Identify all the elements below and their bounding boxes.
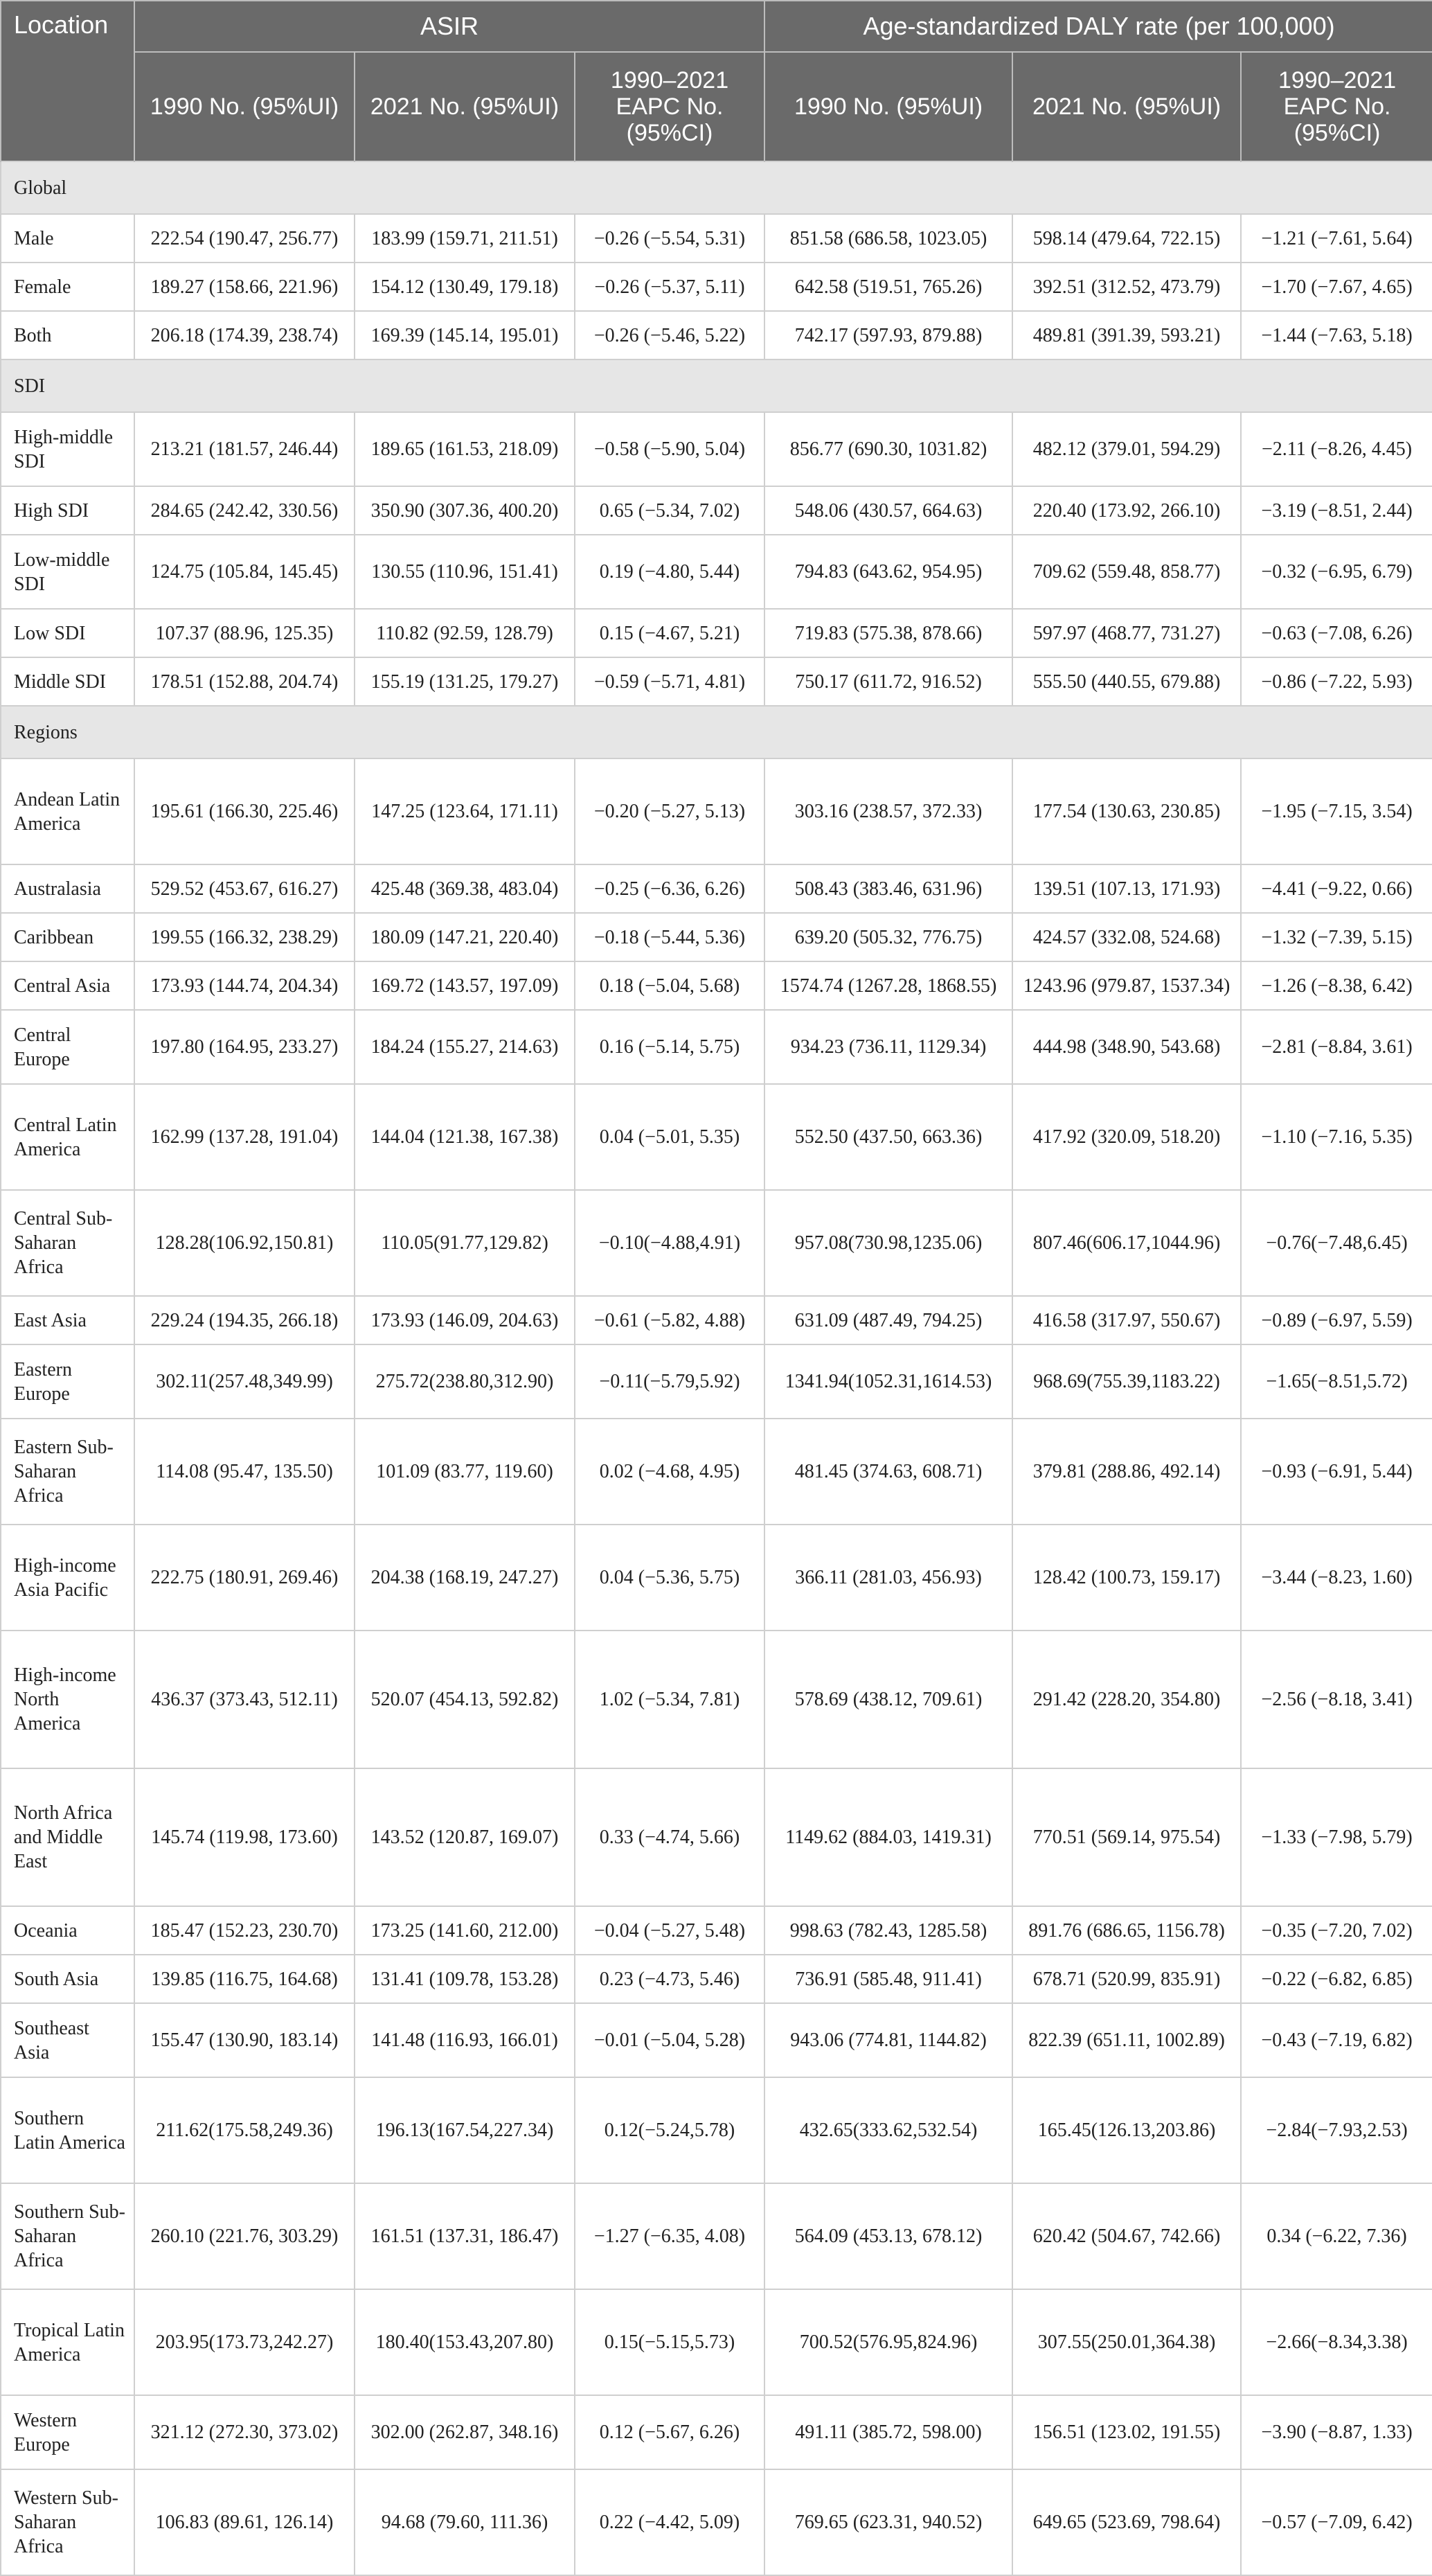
- value-cell: −0.63 (−7.08, 6.26): [1241, 609, 1432, 657]
- table-row: [1, 864, 1432, 913]
- value-cell: −0.26 (−5.37, 5.11): [575, 263, 764, 311]
- value-cell: −0.18 (−5.44, 5.36): [575, 913, 764, 961]
- value-cell: 156.51 (123.02, 191.55): [1012, 2395, 1241, 2469]
- header-asir-2021: 2021 No. (95%UI): [355, 52, 575, 161]
- table-row: [1, 2183, 1432, 2289]
- value-cell: 379.81 (288.86, 492.14): [1012, 1419, 1241, 1525]
- value-cell: 0.16 (−5.14, 5.75): [575, 1010, 764, 1084]
- value-cell: 173.93 (144.74, 204.34): [134, 961, 355, 1010]
- value-cell: 161.51 (137.31, 186.47): [355, 2183, 575, 2289]
- value-cell: 139.51 (107.13, 171.93): [1012, 864, 1241, 913]
- value-cell: 114.08 (95.47, 135.50): [134, 1419, 355, 1525]
- location-cell: High-income North America: [1, 1631, 134, 1768]
- table-row: [1, 609, 1432, 657]
- location-cell: Southern Sub-Saharan Africa: [1, 2183, 134, 2289]
- value-cell: −4.41 (−9.22, 0.66): [1241, 864, 1432, 913]
- value-cell: 141.48 (116.93, 166.01): [355, 2003, 575, 2077]
- value-cell: 564.09 (453.13, 678.12): [764, 2183, 1012, 2289]
- value-cell: 143.52 (120.87, 169.07): [355, 1768, 575, 1906]
- value-cell: −2.84(−7.93,2.53): [1241, 2077, 1432, 2183]
- value-cell: 769.65 (623.31, 940.52): [764, 2469, 1012, 2575]
- value-cell: 444.98 (348.90, 543.68): [1012, 1010, 1241, 1084]
- value-cell: 155.47 (130.90, 183.14): [134, 2003, 355, 2077]
- value-cell: 649.65 (523.69, 798.64): [1012, 2469, 1241, 2575]
- value-cell: 856.77 (690.30, 1031.82): [764, 412, 1012, 486]
- value-cell: 303.16 (238.57, 372.33): [764, 758, 1012, 864]
- value-cell: 145.74 (119.98, 173.60): [134, 1768, 355, 1906]
- value-cell: 128.42 (100.73, 159.17): [1012, 1525, 1241, 1631]
- value-cell: −0.11(−5.79,5.92): [575, 1344, 764, 1419]
- group-label: Global: [1, 161, 1432, 214]
- value-cell: −2.81 (−8.84, 3.61): [1241, 1010, 1432, 1084]
- value-cell: 213.21 (181.57, 246.44): [134, 412, 355, 486]
- value-cell: 220.40 (173.92, 266.10): [1012, 486, 1241, 535]
- value-cell: 275.72(238.80,312.90): [355, 1344, 575, 1419]
- value-cell: 548.06 (430.57, 664.63): [764, 486, 1012, 535]
- value-cell: −1.33 (−7.98, 5.79): [1241, 1768, 1432, 1906]
- table-row: [1, 1296, 1432, 1344]
- value-cell: 199.55 (166.32, 238.29): [134, 913, 355, 961]
- table-row: [1, 1631, 1432, 1768]
- table-row: [1, 214, 1432, 263]
- value-cell: 750.17 (611.72, 916.52): [764, 657, 1012, 706]
- value-cell: 0.19 (−4.80, 5.44): [575, 535, 764, 609]
- value-cell: 130.55 (110.96, 151.41): [355, 535, 575, 609]
- table-row: [1, 311, 1432, 359]
- value-cell: 578.69 (438.12, 709.61): [764, 1631, 1012, 1768]
- value-cell: −0.89 (−6.97, 5.59): [1241, 1296, 1432, 1344]
- value-cell: 184.24 (155.27, 214.63): [355, 1010, 575, 1084]
- location-cell: Middle SDI: [1, 657, 134, 706]
- table-body: [1, 161, 1432, 2575]
- value-cell: −0.26 (−5.54, 5.31): [575, 214, 764, 263]
- value-cell: 169.72 (143.57, 197.09): [355, 961, 575, 1010]
- table-row: [1, 2395, 1432, 2469]
- value-cell: 934.23 (736.11, 1129.34): [764, 1010, 1012, 1084]
- value-cell: 0.12(−5.24,5.78): [575, 2077, 764, 2183]
- table-row: [1, 758, 1432, 864]
- value-cell: 189.65 (161.53, 218.09): [355, 412, 575, 486]
- value-cell: 1.02 (−5.34, 7.81): [575, 1631, 764, 1768]
- value-cell: 0.33 (−4.74, 5.66): [575, 1768, 764, 1906]
- value-cell: 700.52(576.95,824.96): [764, 2289, 1012, 2395]
- table-row: [1, 412, 1432, 486]
- value-cell: 162.99 (137.28, 191.04): [134, 1084, 355, 1190]
- value-cell: −1.27 (−6.35, 4.08): [575, 2183, 764, 2289]
- table-row: [1, 486, 1432, 535]
- value-cell: 482.12 (379.01, 594.29): [1012, 412, 1241, 486]
- location-cell: Central Latin America: [1, 1084, 134, 1190]
- header-daly: Age-standardized DALY rate (per 100,000): [764, 1, 1432, 52]
- location-cell: High-middle SDI: [1, 412, 134, 486]
- value-cell: 631.09 (487.49, 794.25): [764, 1296, 1012, 1344]
- value-cell: 508.43 (383.46, 631.96): [764, 864, 1012, 913]
- location-cell: Caribbean: [1, 913, 134, 961]
- value-cell: 0.04 (−5.36, 5.75): [575, 1525, 764, 1631]
- value-cell: 432.65(333.62,532.54): [764, 2077, 1012, 2183]
- value-cell: −1.95 (−7.15, 3.54): [1241, 758, 1432, 864]
- location-cell: Central Sub-Saharan Africa: [1, 1190, 134, 1296]
- value-cell: 302.00 (262.87, 348.16): [355, 2395, 575, 2469]
- value-cell: −3.44 (−8.23, 1.60): [1241, 1525, 1432, 1631]
- location-cell: East Asia: [1, 1296, 134, 1344]
- header-daly-eapc: 1990–2021 EAPC No. (95%CI): [1241, 52, 1432, 161]
- value-cell: −1.10 (−7.16, 5.35): [1241, 1084, 1432, 1190]
- value-cell: 491.11 (385.72, 598.00): [764, 2395, 1012, 2469]
- value-cell: 197.80 (164.95, 233.27): [134, 1010, 355, 1084]
- value-cell: 642.58 (519.51, 765.26): [764, 263, 1012, 311]
- value-cell: −0.35 (−7.20, 7.02): [1241, 1906, 1432, 1955]
- location-cell: Both: [1, 311, 134, 359]
- value-cell: 0.04 (−5.01, 5.35): [575, 1084, 764, 1190]
- value-cell: 0.18 (−5.04, 5.68): [575, 961, 764, 1010]
- location-cell: Male: [1, 214, 134, 263]
- value-cell: −0.86 (−7.22, 5.93): [1241, 657, 1432, 706]
- group-row: [1, 706, 1432, 758]
- value-cell: 165.45(126.13,203.86): [1012, 2077, 1241, 2183]
- value-cell: 891.76 (686.65, 1156.78): [1012, 1906, 1241, 1955]
- table-row: [1, 1906, 1432, 1955]
- value-cell: 107.37 (88.96, 125.35): [134, 609, 355, 657]
- value-cell: 807.46(606.17,1044.96): [1012, 1190, 1241, 1296]
- location-cell: High SDI: [1, 486, 134, 535]
- value-cell: 260.10 (221.76, 303.29): [134, 2183, 355, 2289]
- location-cell: High-income Asia Pacific: [1, 1525, 134, 1631]
- value-cell: 1243.96 (979.87, 1537.34): [1012, 961, 1241, 1010]
- value-cell: 284.65 (242.42, 330.56): [134, 486, 355, 535]
- value-cell: −0.43 (−7.19, 6.82): [1241, 2003, 1432, 2077]
- value-cell: 416.58 (317.97, 550.67): [1012, 1296, 1241, 1344]
- value-cell: 0.22 (−4.42, 5.09): [575, 2469, 764, 2575]
- value-cell: 229.24 (194.35, 266.18): [134, 1296, 355, 1344]
- value-cell: 106.83 (89.61, 126.14): [134, 2469, 355, 2575]
- location-cell: Western Europe: [1, 2395, 134, 2469]
- header-asir: ASIR: [134, 1, 764, 52]
- value-cell: 101.09 (83.77, 119.60): [355, 1419, 575, 1525]
- value-cell: 620.42 (504.67, 742.66): [1012, 2183, 1241, 2289]
- table-row: [1, 1084, 1432, 1190]
- value-cell: 957.08(730.98,1235.06): [764, 1190, 1012, 1296]
- value-cell: 110.82 (92.59, 128.79): [355, 609, 575, 657]
- value-cell: −0.04 (−5.27, 5.48): [575, 1906, 764, 1955]
- value-cell: −0.76(−7.48,6.45): [1241, 1190, 1432, 1296]
- value-cell: 481.45 (374.63, 608.71): [764, 1419, 1012, 1525]
- value-cell: 998.63 (782.43, 1285.58): [764, 1906, 1012, 1955]
- group-label: Regions: [1, 706, 1432, 758]
- value-cell: −0.01 (−5.04, 5.28): [575, 2003, 764, 2077]
- value-cell: 489.81 (391.39, 593.21): [1012, 311, 1241, 359]
- value-cell: −2.11 (−8.26, 4.45): [1241, 412, 1432, 486]
- value-cell: 968.69(755.39,1183.22): [1012, 1344, 1241, 1419]
- value-cell: 0.34 (−6.22, 7.36): [1241, 2183, 1432, 2289]
- value-cell: −1.21 (−7.61, 5.64): [1241, 214, 1432, 263]
- value-cell: 0.65 (−5.34, 7.02): [575, 486, 764, 535]
- value-cell: 203.95(173.73,242.27): [134, 2289, 355, 2395]
- value-cell: −1.32 (−7.39, 5.15): [1241, 913, 1432, 961]
- value-cell: 144.04 (121.38, 167.38): [355, 1084, 575, 1190]
- value-cell: −1.65(−8.51,5.72): [1241, 1344, 1432, 1419]
- value-cell: −0.57 (−7.09, 6.42): [1241, 2469, 1432, 2575]
- table-row: [1, 1768, 1432, 1906]
- value-cell: −0.93 (−6.91, 5.44): [1241, 1419, 1432, 1525]
- value-cell: 124.75 (105.84, 145.45): [134, 535, 355, 609]
- value-cell: −0.10(−4.88,4.91): [575, 1190, 764, 1296]
- value-cell: −1.70 (−7.67, 4.65): [1241, 263, 1432, 311]
- value-cell: 520.07 (454.13, 592.82): [355, 1631, 575, 1768]
- location-cell: Low-middle SDI: [1, 535, 134, 609]
- value-cell: 598.14 (479.64, 722.15): [1012, 214, 1241, 263]
- group-row: [1, 161, 1432, 214]
- value-cell: 425.48 (369.38, 483.04): [355, 864, 575, 913]
- value-cell: −0.58 (−5.90, 5.04): [575, 412, 764, 486]
- location-cell: Oceania: [1, 1906, 134, 1955]
- location-cell: Western Sub-Saharan Africa: [1, 2469, 134, 2575]
- group-label: SDI: [1, 359, 1432, 412]
- value-cell: 366.11 (281.03, 456.93): [764, 1525, 1012, 1631]
- location-cell: Central Europe: [1, 1010, 134, 1084]
- table-row: [1, 657, 1432, 706]
- value-cell: 719.83 (575.38, 878.66): [764, 609, 1012, 657]
- value-cell: −2.66(−8.34,3.38): [1241, 2289, 1432, 2395]
- table-header: [1, 1, 1432, 161]
- value-cell: 0.23 (−4.73, 5.46): [575, 1955, 764, 2003]
- location-cell: Low SDI: [1, 609, 134, 657]
- value-cell: 204.38 (168.19, 247.27): [355, 1525, 575, 1631]
- value-cell: 139.85 (116.75, 164.68): [134, 1955, 355, 2003]
- value-cell: −1.44 (−7.63, 5.18): [1241, 311, 1432, 359]
- value-cell: 177.54 (130.63, 230.85): [1012, 758, 1241, 864]
- value-cell: 943.06 (774.81, 1144.82): [764, 2003, 1012, 2077]
- location-cell: Eastern Europe: [1, 1344, 134, 1419]
- value-cell: 424.57 (332.08, 524.68): [1012, 913, 1241, 961]
- header-asir-eapc: 1990–2021 EAPC No. (95%CI): [575, 52, 764, 161]
- value-cell: 196.13(167.54,227.34): [355, 2077, 575, 2183]
- value-cell: 147.25 (123.64, 171.11): [355, 758, 575, 864]
- header-asir-1990: 1990 No. (95%UI): [134, 52, 355, 161]
- group-row: [1, 359, 1432, 412]
- value-cell: 154.12 (130.49, 179.18): [355, 263, 575, 311]
- table-row: [1, 1525, 1432, 1631]
- value-cell: 222.75 (180.91, 269.46): [134, 1525, 355, 1631]
- value-cell: 180.09 (147.21, 220.40): [355, 913, 575, 961]
- header-location: Location: [1, 1, 134, 161]
- value-cell: 173.93 (146.09, 204.63): [355, 1296, 575, 1344]
- value-cell: 742.17 (597.93, 879.88): [764, 311, 1012, 359]
- value-cell: −0.25 (−6.36, 6.26): [575, 864, 764, 913]
- table-row: [1, 1190, 1432, 1296]
- value-cell: 736.91 (585.48, 911.41): [764, 1955, 1012, 2003]
- value-cell: 0.15(−5.15,5.73): [575, 2289, 764, 2395]
- location-cell: Andean Latin America: [1, 758, 134, 864]
- table-row: [1, 1010, 1432, 1084]
- value-cell: −0.22 (−6.82, 6.85): [1241, 1955, 1432, 2003]
- value-cell: 392.51 (312.52, 473.79): [1012, 263, 1241, 311]
- table-row: [1, 2289, 1432, 2395]
- table-row: [1, 961, 1432, 1010]
- location-cell: Female: [1, 263, 134, 311]
- table-row: [1, 1955, 1432, 2003]
- table-row: [1, 1344, 1432, 1419]
- value-cell: −0.26 (−5.46, 5.22): [575, 311, 764, 359]
- value-cell: 178.51 (152.88, 204.74): [134, 657, 355, 706]
- value-cell: 436.37 (373.43, 512.11): [134, 1631, 355, 1768]
- table-row: [1, 535, 1432, 609]
- location-cell: Southern Latin America: [1, 2077, 134, 2183]
- value-cell: 555.50 (440.55, 679.88): [1012, 657, 1241, 706]
- location-cell: Central Asia: [1, 961, 134, 1010]
- value-cell: −0.20 (−5.27, 5.13): [575, 758, 764, 864]
- value-cell: 417.92 (320.09, 518.20): [1012, 1084, 1241, 1190]
- value-cell: 0.15 (−4.67, 5.21): [575, 609, 764, 657]
- value-cell: 206.18 (174.39, 238.74): [134, 311, 355, 359]
- value-cell: 529.52 (453.67, 616.27): [134, 864, 355, 913]
- value-cell: 222.54 (190.47, 256.77): [134, 214, 355, 263]
- location-cell: Southeast Asia: [1, 2003, 134, 2077]
- table-row: [1, 913, 1432, 961]
- value-cell: 770.51 (569.14, 975.54): [1012, 1768, 1241, 1906]
- value-cell: 195.61 (166.30, 225.46): [134, 758, 355, 864]
- location-cell: North Africa and Middle East: [1, 1768, 134, 1906]
- value-cell: 0.12 (−5.67, 6.26): [575, 2395, 764, 2469]
- value-cell: 94.68 (79.60, 111.36): [355, 2469, 575, 2575]
- value-cell: 1149.62 (884.03, 1419.31): [764, 1768, 1012, 1906]
- value-cell: 350.90 (307.36, 400.20): [355, 486, 575, 535]
- value-cell: 110.05(91.77,129.82): [355, 1190, 575, 1296]
- value-cell: 678.71 (520.99, 835.91): [1012, 1955, 1241, 2003]
- value-cell: 155.19 (131.25, 179.27): [355, 657, 575, 706]
- value-cell: 552.50 (437.50, 663.36): [764, 1084, 1012, 1190]
- value-cell: 639.20 (505.32, 776.75): [764, 913, 1012, 961]
- value-cell: −0.32 (−6.95, 6.79): [1241, 535, 1432, 609]
- value-cell: −3.90 (−8.87, 1.33): [1241, 2395, 1432, 2469]
- value-cell: 709.62 (559.48, 858.77): [1012, 535, 1241, 609]
- table-row: [1, 1419, 1432, 1525]
- value-cell: −0.59 (−5.71, 4.81): [575, 657, 764, 706]
- value-cell: 189.27 (158.66, 221.96): [134, 263, 355, 311]
- value-cell: 0.02 (−4.68, 4.95): [575, 1419, 764, 1525]
- value-cell: 1341.94(1052.31,1614.53): [764, 1344, 1012, 1419]
- value-cell: 131.41 (109.78, 153.28): [355, 1955, 575, 2003]
- value-cell: 183.99 (159.71, 211.51): [355, 214, 575, 263]
- value-cell: 822.39 (651.11, 1002.89): [1012, 2003, 1241, 2077]
- value-cell: 1574.74 (1267.28, 1868.55): [764, 961, 1012, 1010]
- value-cell: −3.19 (−8.51, 2.44): [1241, 486, 1432, 535]
- location-cell: Australasia: [1, 864, 134, 913]
- value-cell: 211.62(175.58,249.36): [134, 2077, 355, 2183]
- value-cell: 128.28(106.92,150.81): [134, 1190, 355, 1296]
- value-cell: 597.97 (468.77, 731.27): [1012, 609, 1241, 657]
- value-cell: 851.58 (686.58, 1023.05): [764, 214, 1012, 263]
- value-cell: 302.11(257.48,349.99): [134, 1344, 355, 1419]
- value-cell: 185.47 (152.23, 230.70): [134, 1906, 355, 1955]
- location-cell: Eastern Sub-Saharan Africa: [1, 1419, 134, 1525]
- value-cell: 169.39 (145.14, 195.01): [355, 311, 575, 359]
- value-cell: 291.42 (228.20, 354.80): [1012, 1631, 1241, 1768]
- value-cell: 173.25 (141.60, 212.00): [355, 1906, 575, 1955]
- value-cell: −0.61 (−5.82, 4.88): [575, 1296, 764, 1344]
- table-row: [1, 2469, 1432, 2575]
- value-cell: 307.55(250.01,364.38): [1012, 2289, 1241, 2395]
- table-row: [1, 2003, 1432, 2077]
- table-row: [1, 263, 1432, 311]
- value-cell: −1.26 (−8.38, 6.42): [1241, 961, 1432, 1010]
- header-daly-1990: 1990 No. (95%UI): [764, 52, 1012, 161]
- location-cell: Tropical Latin America: [1, 2289, 134, 2395]
- table-row: [1, 2077, 1432, 2183]
- header-daly-2021: 2021 No. (95%UI): [1012, 52, 1241, 161]
- value-cell: 794.83 (643.62, 954.95): [764, 535, 1012, 609]
- value-cell: 321.12 (272.30, 373.02): [134, 2395, 355, 2469]
- value-cell: 180.40(153.43,207.80): [355, 2289, 575, 2395]
- location-cell: South Asia: [1, 1955, 134, 2003]
- value-cell: −2.56 (−8.18, 3.41): [1241, 1631, 1432, 1768]
